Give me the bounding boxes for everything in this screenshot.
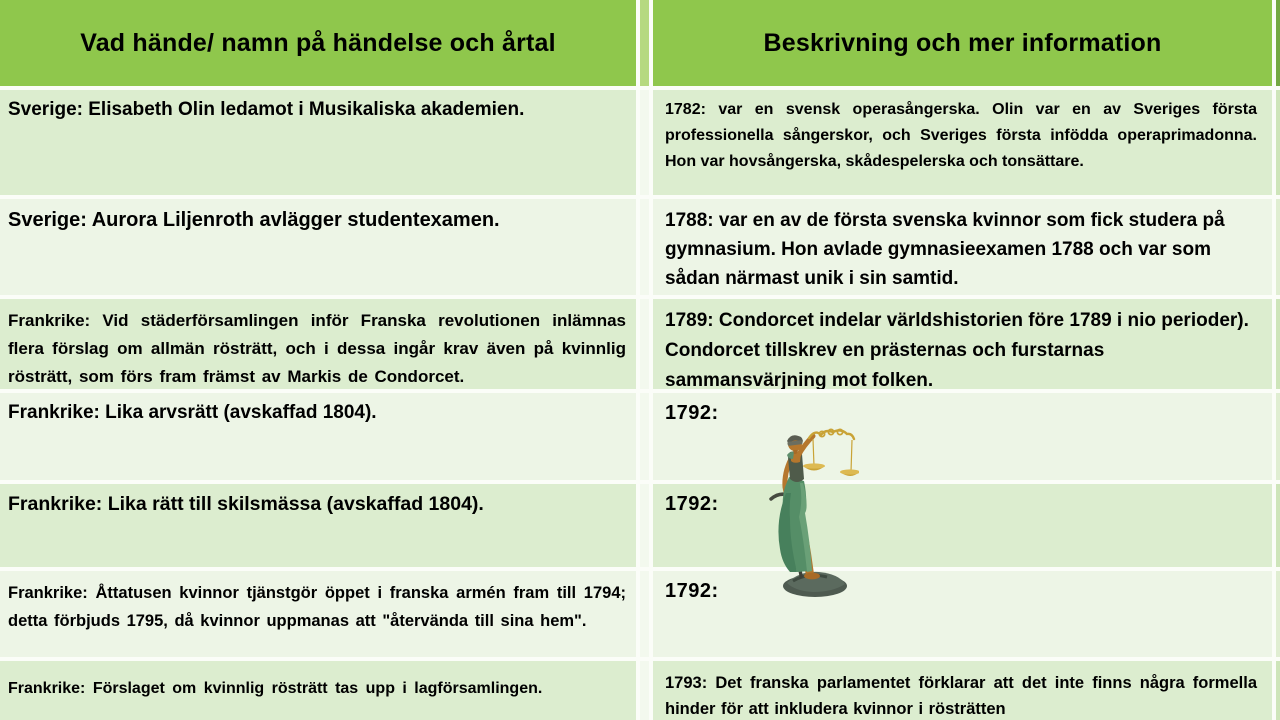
description-text-6: 1792:: [665, 580, 719, 602]
event-text-1: Sverige: Elisabeth Olin ledamot i Musikaliska akademien.: [8, 99, 525, 120]
column-header-description-label: Beskrivning och mer information: [763, 28, 1162, 57]
column-divider: [640, 299, 649, 389]
event-cell-3: [0, 299, 636, 389]
column-header-event-label: Vad hände/ namn på händelse och årtal: [80, 28, 556, 57]
description-cell-1: [653, 90, 1272, 195]
column-divider: [640, 393, 649, 480]
column-header-description: [653, 0, 1272, 86]
event-text-4: Frankrike: Lika arvsrätt (avskaffad 1804).: [8, 402, 377, 423]
description-text-1: 1782: var en svensk operasångerska. Olin var en av Sveriges första professionella sångerskor, och Sveriges första infödda operaprimadonna. Hon var hovsångerska, skådespelerska och tonsättare.: [665, 101, 1257, 170]
column-divider: [640, 199, 649, 295]
header-right-edge: [1276, 0, 1280, 86]
event-cell-5: [0, 484, 636, 567]
description-cell-3: [653, 299, 1272, 389]
event-cell-2: [0, 199, 636, 295]
event-cell-7: [0, 661, 636, 720]
table-right-edge: [1276, 393, 1280, 480]
event-text-7: Frankrike: Förslaget om kvinnlig rösträtt tas upp i lagförsamlingen.: [8, 680, 543, 697]
description-cell-6: [653, 571, 1272, 657]
table-right-edge: [1276, 199, 1280, 295]
table-right-edge: [1276, 484, 1280, 567]
column-divider: [640, 90, 649, 195]
description-cell-5: [653, 484, 1272, 567]
column-divider: [640, 661, 649, 720]
description-cell-7: [653, 661, 1272, 720]
event-cell-6: [0, 571, 636, 657]
table-right-edge: [1276, 661, 1280, 720]
event-text-5: Frankrike: Lika rätt till skilsmässa (avskaffad 1804).: [8, 493, 484, 515]
description-text-5: 1792:: [665, 493, 719, 515]
description-text-2: 1788: var en av de första svenska kvinnor som fick studera på gymnasium. Hon avlade gymnasieexamen 1788 och var som sådan närmast unik i sin samtid.: [665, 210, 1225, 289]
column-divider: [640, 484, 649, 567]
description-cell-4: [653, 393, 1272, 480]
header-column-divider: [640, 0, 649, 86]
table-right-edge: [1276, 299, 1280, 389]
event-cell-1: [0, 90, 636, 195]
event-text-6: Frankrike: Åttatusen kvinnor tjänstgör öppet i franska armén fram till 1794; detta förbjuds 1795, då kvinnor uppmanas att "återvända till sina hem".: [8, 584, 626, 630]
table-right-edge: [1276, 571, 1280, 657]
column-header-event: [0, 0, 636, 86]
description-cell-2: [653, 199, 1272, 295]
description-text-7: 1793: Det franska parlamentet förklarar att det inte finns några formella hinder för att inkludera kvinnor i rösträtten: [665, 674, 1257, 718]
description-text-4: 1792:: [665, 402, 719, 424]
event-text-2: Sverige: Aurora Liljenroth avlägger studentexamen.: [8, 209, 500, 231]
lady-justice-statue-image: [763, 421, 859, 599]
event-text-3: Frankrike: Vid städerförsamlingen inför Franska revolutionen inlämnas flera förslag om allmän rösträtt, och i dessa ingår krav även på kvinnlig rösträtt, som förs fram främst av Markis de Condorcet.: [8, 311, 626, 386]
table-right-edge: [1276, 90, 1280, 195]
column-divider: [640, 571, 649, 657]
description-text-3: 1789: Condorcet indelar världshistorien före 1789 i nio perioder). Condorcet tillskrev en prästernas och furstarnas sammansvärjning mot folken.: [665, 310, 1249, 389]
event-cell-4: [0, 393, 636, 480]
